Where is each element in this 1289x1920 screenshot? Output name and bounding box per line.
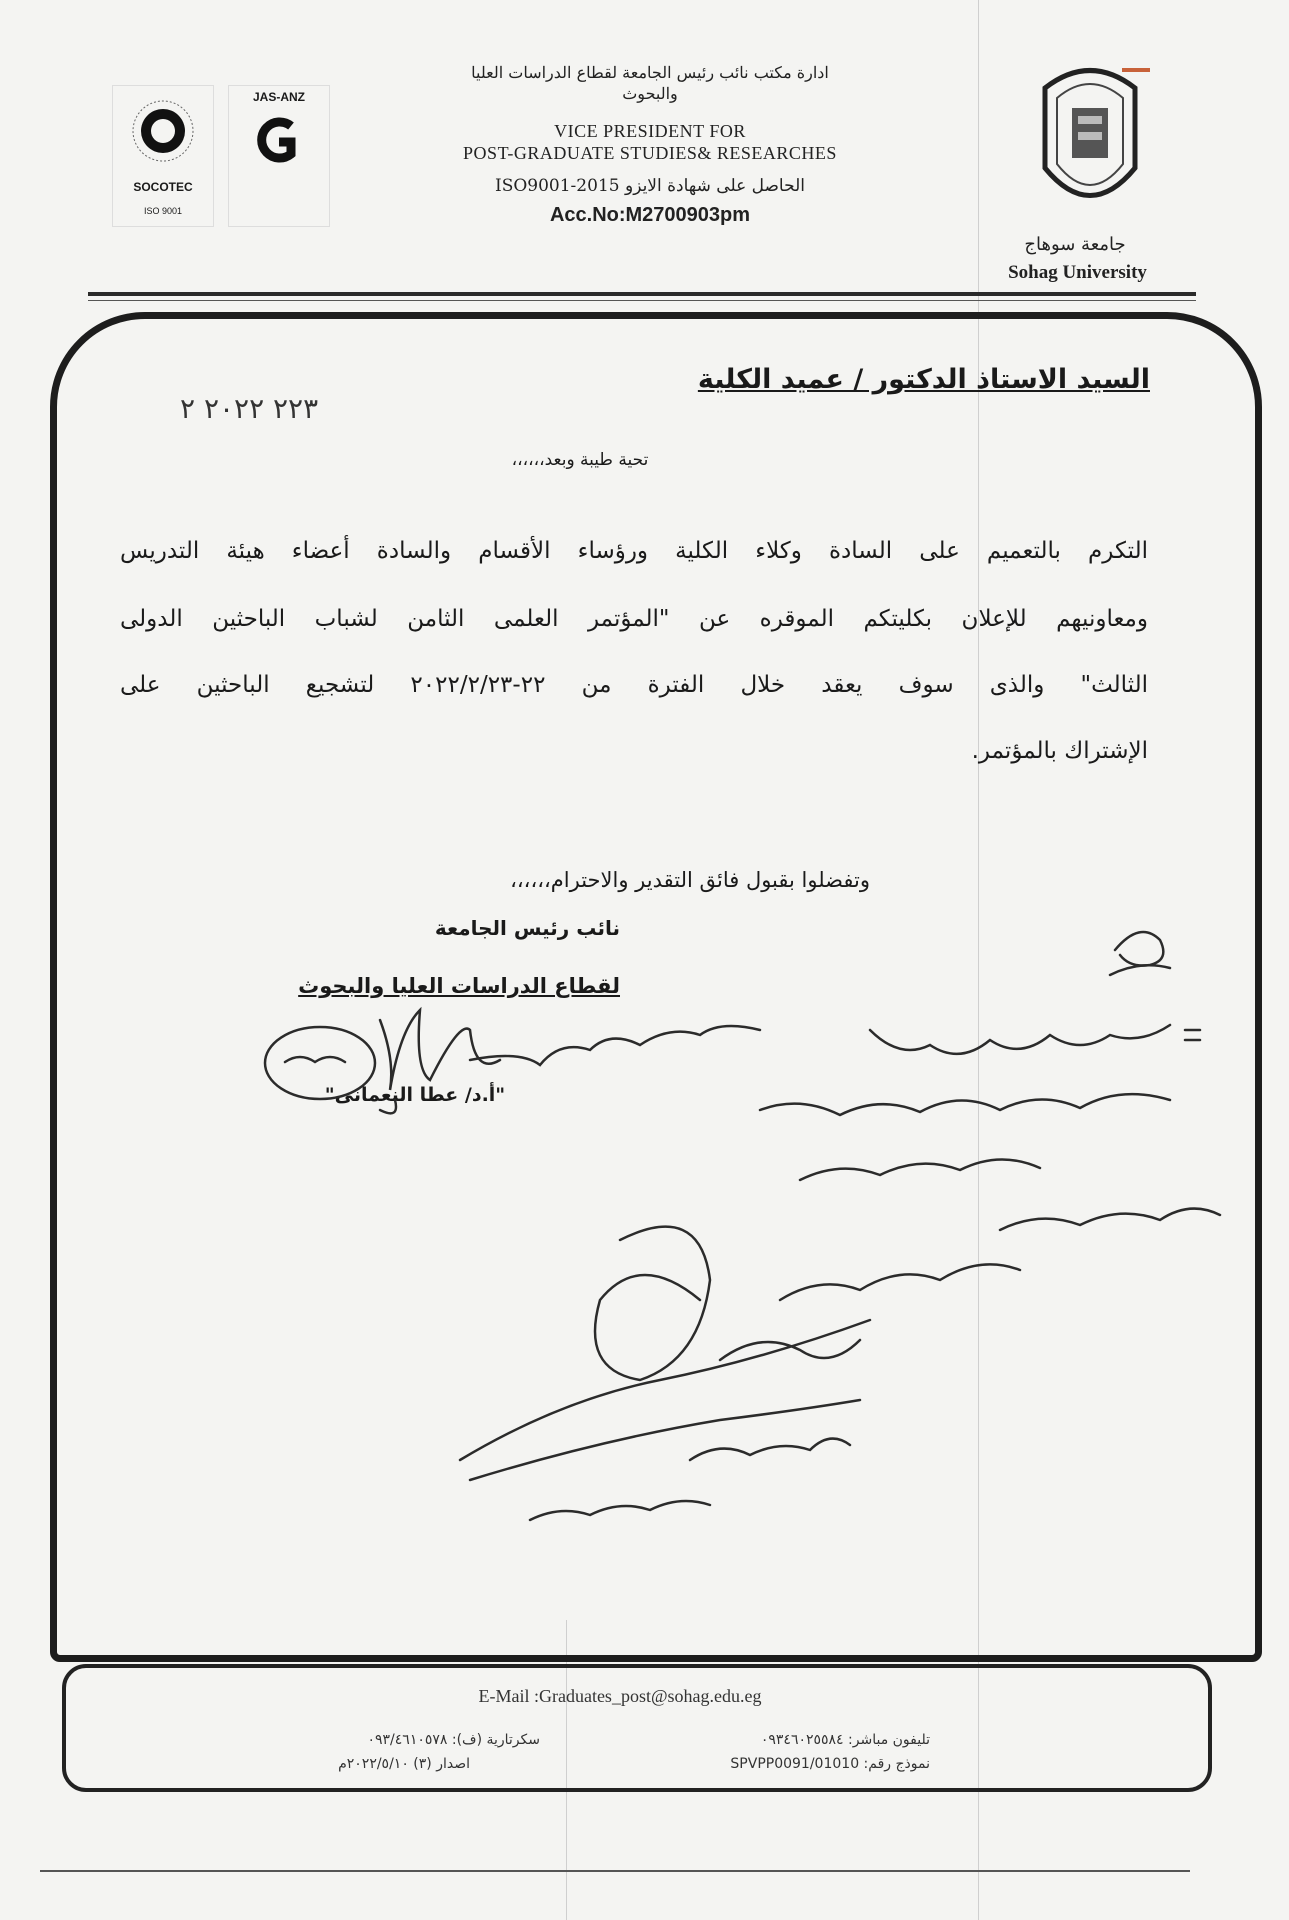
salutation: السيد الاستاذ الدكتور / عميد الكلية [697,364,1150,395]
office-title-ar-line2: والبحوث [622,84,678,103]
footer-issue: اصدار (٣) ٢٠٢٢/٥/١٠م [338,1756,470,1772]
socotec-label: SOCOTEC [133,180,193,194]
iso-certification: ISO9001-2015 الحاصل على شهادة الايزو [495,176,805,196]
office-title-ar-line1: ادارة مكتب نائب رئيس الجامعة لقطاع الدراسات العليا [471,63,829,82]
body-line-3: الثالث" والذى سوف يعقد خلال الفترة من ٢٢-٢٠٢٢/٢/٢٣ لتشجيع الباحثين على [120,672,1149,698]
accreditation-number: Acc.No:M2700903pm [549,204,751,226]
footer-secretary-fax: سكرتارية (ف): ٠٩٣/٤٦١٠٥٧٨ [367,1732,540,1748]
footer-form-number: نموذج رقم: SPVPP0091/01010 [730,1756,930,1772]
footer-phone-direct: تليفون مباشر: ٠٩٣٤٦٠٢٥٥٨٤ [760,1732,930,1748]
signer-name: "أ.د/ عطا النعمانى" [324,1084,506,1106]
footer-email: E-Mail :Graduates_post@sohag.edu.eg [478,1686,762,1706]
signer-title-1: نائب رئيس الجامعة [434,916,620,940]
body-line-4: الإشتراك بالمؤتمر. [971,738,1148,764]
university-name-ar: جامعة سوهاج [1024,234,1126,255]
greeting: تحية طيبة وبعد،،،،،، [511,450,649,470]
office-title-en-line2: POST-GRADUATE STUDIES& RESEARCHES [463,143,837,163]
body-line-2: ومعاونيهم للإعلان بكليتكم الموقره عن "المؤتمر العلمى الثامن لشباب الباحثين الدولى [120,606,1148,632]
body-line-1: التكرم بالتعميم على السادة وكلاء الكلية ورؤساء الأقسام والسادة أعضاء هيئة التدريس [120,538,1148,564]
footer-box [62,1664,1212,1792]
closing-line: وتفضلوا بقبول فائق التقدير والاحترام،،،،،، [510,868,870,892]
office-title-en-line1: VICE PRESIDENT FOR [554,121,746,141]
handwritten-reference-number: ٢٢٣ ٢٠٢٢ ٢ [180,392,319,425]
jas-anz-label: JAS-ANZ [252,90,305,104]
socotec-iso-label: ISO 9001 [143,206,183,216]
university-name-en: Sohag University [1008,262,1147,283]
signer-title-2: لقطاع الدراسات العليا والبحوث [298,974,620,998]
